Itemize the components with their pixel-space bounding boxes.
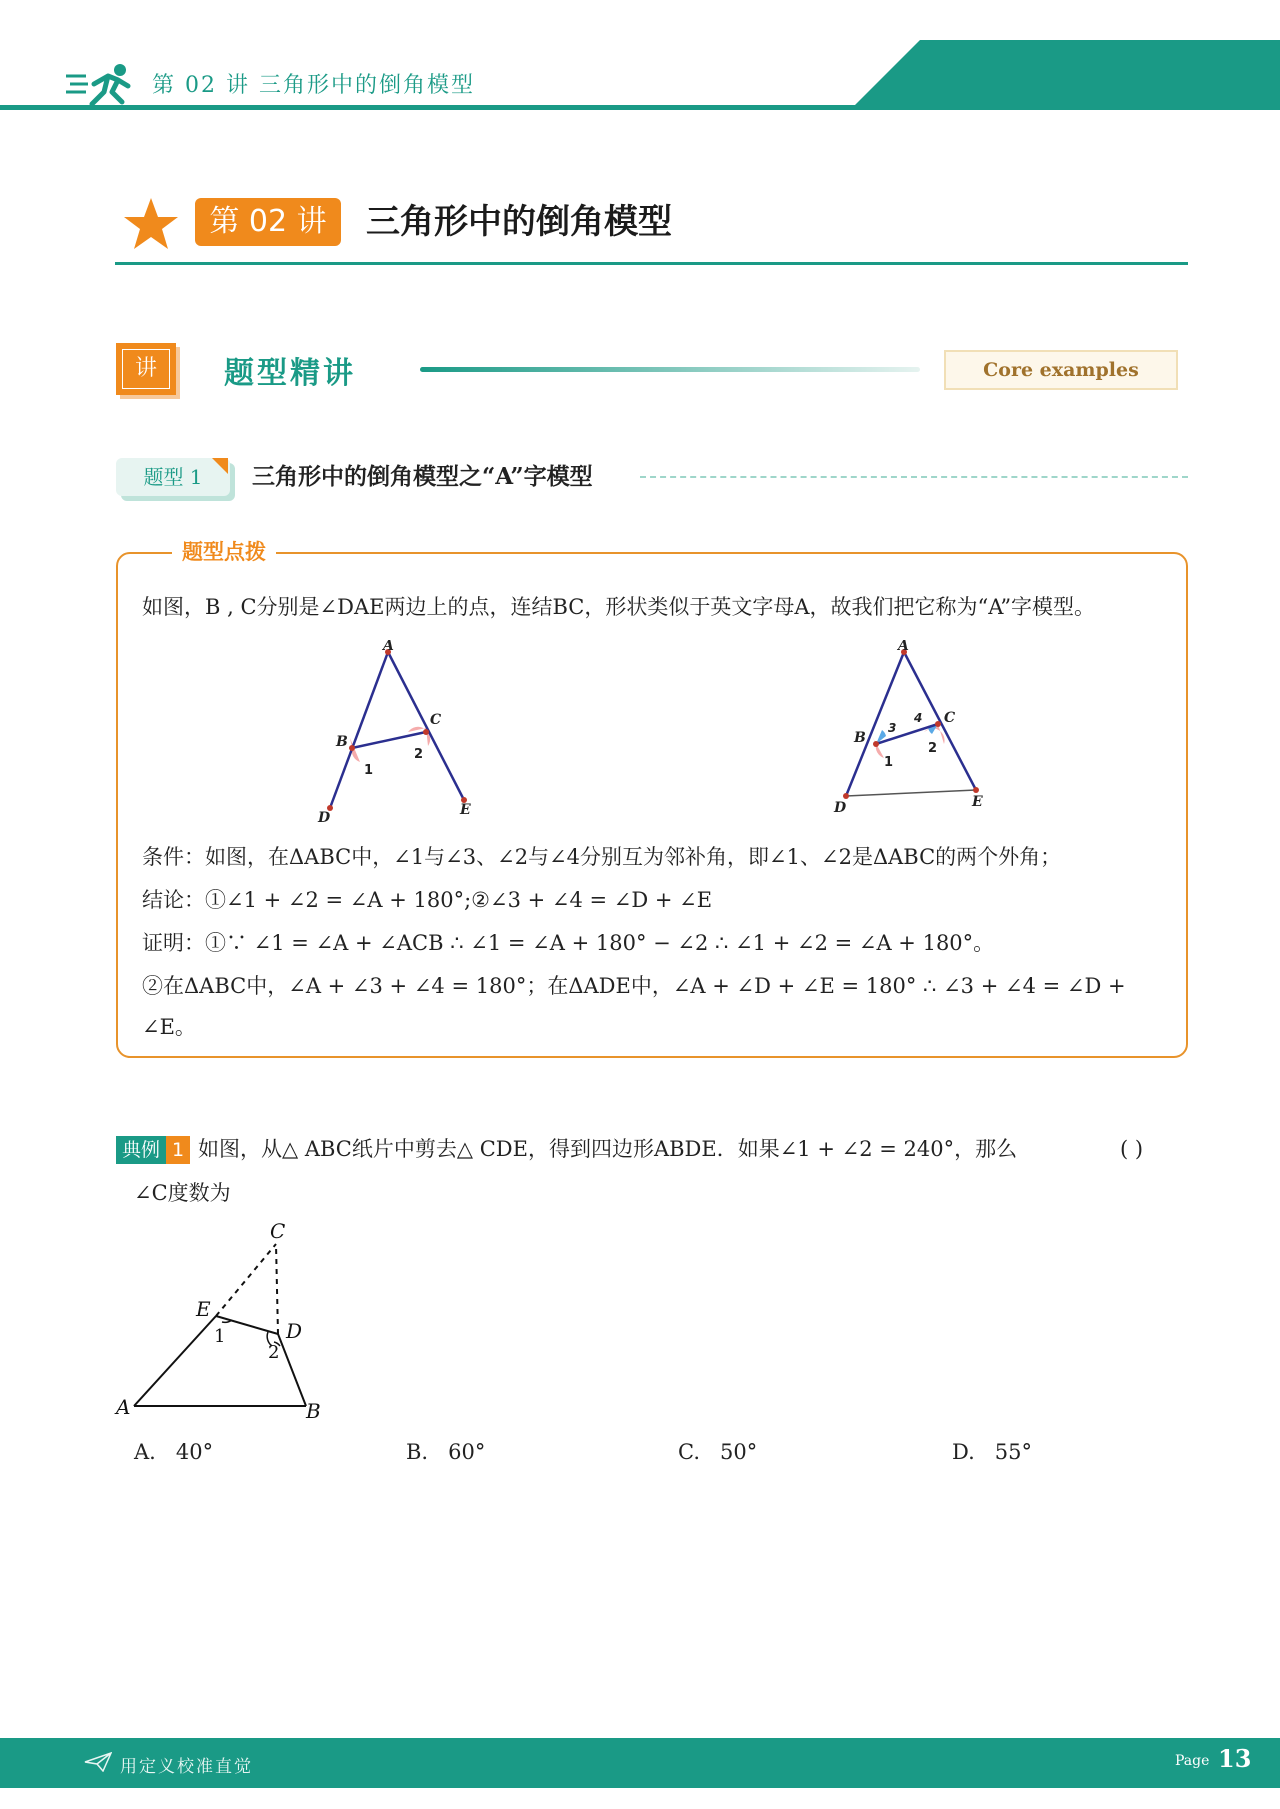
choice-b-value: 60°: [448, 1440, 486, 1464]
tips-proof-1: 证明：①∵ ∠1 = ∠A + ∠ACB ∴ ∠1 = ∠A + 180° − ∠2 ∴ ∠1 + ∠2 = ∠A + 180°。: [142, 931, 995, 955]
star-icon: [122, 196, 180, 252]
section-title: 题型精讲: [224, 356, 356, 391]
fig1-label-c: C: [430, 712, 442, 728]
tips-proof-2: ②在ΔABC中，∠A + ∠3 + ∠4 = 180°；在ΔADE中，∠A + ∠D + ∠E = 180° ∴ ∠3 + ∠4 = ∠D +: [142, 974, 1126, 998]
fig3-label-e: E: [196, 1297, 211, 1321]
choice-a-value: 40°: [175, 1440, 214, 1464]
tips-label: 题型点拨: [172, 537, 276, 567]
choice-c[interactable]: [678, 1437, 757, 1467]
choice-d[interactable]: [952, 1437, 1032, 1467]
core-examples-tag: Core examples: [944, 350, 1178, 390]
page-title: 三角形中的倒角模型: [366, 202, 672, 242]
fig1-angle-1: 1: [364, 763, 374, 778]
choice-b-letter: B.: [406, 1440, 429, 1464]
type-title: 三角形中的倒角模型之“A”字模型: [252, 463, 593, 490]
header-accent-tab: [850, 40, 1280, 110]
fig1-label-b: B: [336, 734, 348, 750]
section-icon-text: 讲: [122, 349, 170, 389]
runner-icon: [64, 62, 134, 108]
tips-proof-3: ∠E。: [142, 1015, 196, 1039]
example-badge-label: 典例: [116, 1136, 166, 1164]
fig2-label-a: A: [898, 640, 909, 654]
type-rule: [640, 476, 1188, 478]
title-rule: [115, 262, 1188, 265]
fig1-label-d: D: [318, 810, 331, 826]
fig2-angle-4: 4: [914, 711, 923, 725]
example-question-line2: ∠C度数为: [134, 1181, 231, 1205]
fig2-label-d: D: [834, 800, 847, 816]
tips-condition: 条件：如图，在ΔABC中，∠1与∠3、∠2与∠4分别互为邻补角，即∠1、∠2是ΔABC的两个外角；: [142, 845, 1062, 869]
choice-a-letter: A.: [134, 1440, 156, 1464]
fig3-label-a: A: [116, 1395, 131, 1419]
tips-conclusion: 结论：①∠1 + ∠2 = ∠A + 180°;②∠3 + ∠4 = ∠D + ∠E: [142, 888, 713, 912]
fig1-label-e: E: [460, 802, 471, 818]
fig3-label-d: D: [286, 1319, 303, 1343]
figure-a-model-2: [826, 640, 1006, 820]
choice-d-letter: D.: [952, 1440, 975, 1464]
header-title: 第 02 讲 三角形中的倒角模型: [152, 73, 475, 98]
section-icon: [116, 343, 176, 395]
fig3-angle-2: 2: [268, 1342, 280, 1363]
type-tag: 题型 1: [116, 458, 230, 496]
fig3-label-c: C: [270, 1219, 286, 1243]
section-rule: [420, 367, 920, 372]
fig3-label-b: B: [306, 1399, 321, 1423]
choice-c-value: 50°: [720, 1440, 758, 1464]
choice-d-value: 55°: [994, 1440, 1033, 1464]
page-label: Page: [1175, 1753, 1210, 1769]
lecture-badge: 第 02 讲: [195, 198, 341, 246]
footer-slogan: 用定义校准直觉: [120, 1757, 253, 1777]
figure-a-model-1: [300, 640, 500, 830]
header-rule: [0, 105, 1280, 110]
fig2-label-b: B: [854, 730, 866, 746]
example-badge: [116, 1136, 190, 1164]
type-tag-corner: [212, 458, 228, 474]
fig1-angle-2: 2: [414, 747, 424, 762]
choice-b[interactable]: [406, 1437, 485, 1467]
example-badge-number: 1: [166, 1136, 190, 1164]
figure-quadrilateral: [110, 1214, 340, 1424]
tips-intro: 如图，B , C分别是∠DAE两边上的点，连结BC，形状类似于英文字母A，故我们把它称为“A”字模型。: [142, 595, 1096, 619]
fig2-angle-3: 3: [888, 721, 897, 735]
page-number: 13: [1218, 1744, 1252, 1773]
fig2-angle-1: 1: [884, 755, 894, 770]
choice-c-letter: C.: [678, 1440, 700, 1464]
fig2-angle-2: 2: [928, 741, 938, 756]
fig2-label-e: E: [972, 794, 983, 810]
fig2-label-c: C: [944, 710, 956, 726]
fig1-label-a: A: [383, 640, 394, 654]
paper-plane-icon: [84, 1752, 112, 1772]
fig3-angle-1: 1: [214, 1326, 226, 1347]
answer-paren: ( ): [1120, 1137, 1144, 1161]
choice-a[interactable]: [134, 1437, 213, 1467]
example-question-line1: 如图，从△ ABC纸片中剪去△ CDE，得到四边形ABDE．如果∠1 + ∠2 = 240°，那么: [198, 1137, 1018, 1161]
